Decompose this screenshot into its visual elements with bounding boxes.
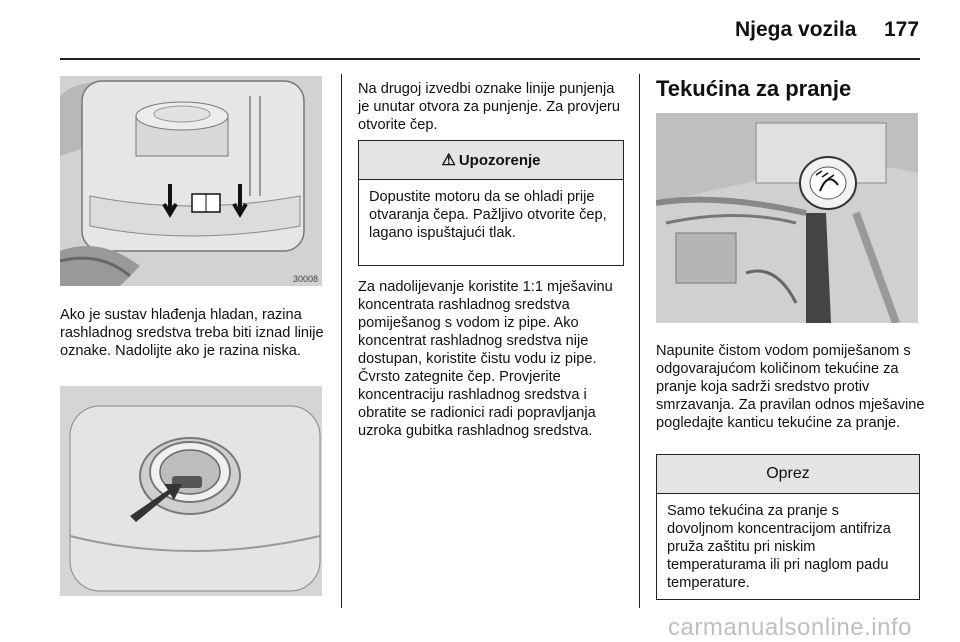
section-title-washer-fluid: Tekućina za pranje	[656, 76, 852, 101]
warning-box	[358, 140, 624, 266]
page-header-title: Njega vozila	[735, 18, 857, 41]
coolant-tank-illustration	[60, 76, 322, 286]
refill-instructions-paragraph: Za nadolijevanje koristite 1:1 mješavinu koncentrata rashladnog sredstva pomiješanog s vodom iz pipe. Ako koncentrat rashladnog sredstva nije dostupan, koristite čistu vodu iz pipe. Čvrsto zategnite čep. Provjerite koncentraciju rashladnog sredstva i obratite se radionici radi popravljanja uzroka gubitka rashladnog sredstva.	[358, 279, 613, 439]
warning-text: Dopustite motoru da se ohladi prije otvaranja čepa. Pažljivo otvorite čep, lagano ispuštajući tlak.	[369, 189, 607, 241]
figure-code: 30008	[292, 274, 318, 284]
cooling-level-paragraph: Ako je sustav hlađenja hladan, razina rashladnog sredstva treba biti iznad linije oznake. Nadolijte ako je razina niska.	[60, 307, 324, 359]
caution-title: Oprez	[766, 465, 810, 482]
column-divider-1	[341, 74, 342, 608]
warning-title: Upozorenje	[458, 151, 541, 169]
warning-triangle-icon: ⚠	[441, 152, 456, 169]
caution-box	[656, 454, 920, 600]
column-divider-2	[639, 74, 640, 608]
filler-neck-illustration	[60, 386, 322, 596]
filler-mark-paragraph: Na drugoj izvedbi oznake linije punjenja je unutar otvora za punjenje. Za provjeru otvorite čep.	[358, 81, 621, 133]
watermark: carmanualsonline.info	[668, 614, 912, 641]
washer-reservoir-illustration	[656, 113, 918, 323]
header-divider	[60, 58, 920, 60]
caution-header	[657, 455, 919, 494]
warning-header	[359, 141, 623, 180]
page-number: 177	[884, 18, 920, 41]
caution-text: Samo tekućina za pranje s dovoljnom koncentracijom antifriza pruža zaštitu pri niskim temperaturama ili pri naglom padu temperature.	[667, 503, 891, 591]
washer-fluid-paragraph: Napunite čistom vodom pomiješanom s odgovarajućom količinom tekućine za pranje koja sadrži sredstvo protiv smrzavanja. Za pravilan odnos mješavine pogledajte kanticu tekućine za pranje.	[656, 343, 925, 431]
